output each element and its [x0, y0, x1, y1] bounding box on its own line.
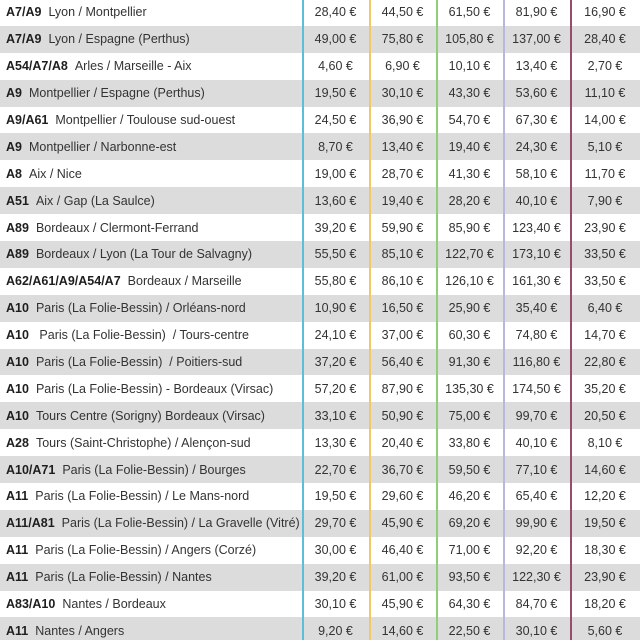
price-class-4-cell: 53,60 €	[515, 86, 558, 101]
route-name: Aix / Gap (La Saulce)	[35, 193, 155, 208]
price-class-2-cell: 85,10 €	[381, 247, 424, 262]
table-row	[0, 375, 640, 402]
route-cell	[0, 489, 302, 503]
route-name: Paris (La Folie-Bessin) / Nantes	[35, 570, 212, 585]
price-class-5-cell: 35,20 €	[584, 381, 626, 396]
price-class-1-cell: 19,00 €	[314, 166, 357, 181]
table-row	[0, 187, 640, 214]
route-cell	[0, 5, 302, 19]
price-class-1-cell: 33,10 €	[314, 408, 357, 423]
route-name: Bordeaux / Marseille	[127, 274, 242, 289]
price-class-3-cell: 126,10 €	[445, 274, 494, 289]
table-row	[0, 53, 640, 80]
motorway-code: A89	[6, 220, 29, 235]
price-class-4-cell: 137,00 €	[512, 32, 561, 47]
table-row	[0, 564, 640, 591]
price-class-1-cell: 9,20 €	[318, 623, 353, 638]
price-class-1-cell: 30,10 €	[314, 597, 357, 612]
route-name: Paris (La Folie-Bessin) / Angers (Corzé)	[35, 543, 257, 558]
route-cell	[0, 32, 302, 46]
price-class-5-cell: 8,10 €	[587, 435, 623, 450]
route-name: Arles / Marseille - Aix	[74, 59, 192, 74]
price-class-1-cell: 13,30 €	[314, 435, 357, 450]
motorway-code: A89	[6, 247, 29, 262]
price-class-1-cell: 39,20 €	[314, 570, 357, 585]
motorway-code: A7/A9	[6, 32, 42, 47]
price-class-3-cell: 135,30 €	[445, 381, 494, 396]
motorway-code: A10	[6, 328, 29, 343]
motorway-code: A7/A9	[6, 5, 42, 20]
column-divider-1	[302, 0, 304, 640]
price-class-5-cell: 6,40 €	[587, 301, 623, 316]
price-class-2-cell: 6,90 €	[385, 59, 420, 74]
price-class-2-cell: 75,80 €	[381, 32, 424, 47]
route-name: Tours Centre (Sorigny) Bordeaux (Virsac)	[35, 408, 265, 423]
price-class-3-cell: 93,50 €	[448, 570, 491, 585]
route-name: Montpellier / Toulouse sud-ouest	[55, 113, 236, 127]
price-class-3-cell: 19,40 €	[448, 139, 491, 154]
price-class-4-cell: 77,10 €	[515, 462, 558, 477]
price-class-1-cell: 13,60 €	[314, 193, 357, 208]
price-class-1-cell: 30,00 €	[314, 543, 357, 558]
route-cell	[0, 86, 302, 100]
route-cell	[0, 409, 302, 423]
price-class-3-cell: 33,80 €	[448, 435, 491, 450]
price-class-4-cell: 174,50 €	[512, 381, 561, 396]
route-name: Tours (Saint-Christophe) / Alençon-sud	[35, 435, 251, 450]
table-row	[0, 402, 640, 429]
price-class-5-cell: 20,50 €	[584, 408, 626, 423]
table-row	[0, 617, 640, 640]
price-class-5-cell: 11,70 €	[584, 166, 626, 181]
route-cell	[0, 516, 302, 530]
motorway-code: A10	[6, 408, 29, 423]
price-class-3-cell: 122,70 €	[445, 247, 494, 262]
price-class-2-cell: 19,40 €	[381, 193, 424, 208]
price-class-3-cell: 64,30 €	[448, 597, 491, 612]
motorway-code: A28	[6, 435, 29, 450]
motorway-code: A9/A61	[6, 113, 49, 127]
table-row	[0, 295, 640, 322]
price-class-2-cell: 28,70 €	[381, 166, 424, 181]
price-class-4-cell: 58,10 €	[515, 166, 558, 181]
route-cell	[0, 355, 302, 369]
price-class-5-cell: 23,90 €	[584, 570, 626, 585]
price-class-2-cell: 56,40 €	[381, 355, 424, 370]
price-class-4-cell: 92,20 €	[515, 543, 558, 558]
price-class-4-cell: 84,70 €	[515, 597, 558, 612]
table-row	[0, 80, 640, 107]
price-class-3-cell: 60,30 €	[448, 328, 491, 343]
price-class-2-cell: 36,90 €	[381, 113, 424, 127]
price-class-3-cell: 25,90 €	[448, 301, 491, 316]
price-class-2-cell: 61,00 €	[381, 570, 424, 585]
motorway-code: A11	[6, 623, 29, 638]
price-class-1-cell: 19,50 €	[314, 86, 357, 101]
price-class-3-cell: 59,50 €	[448, 462, 491, 477]
column-divider-5	[570, 0, 572, 640]
price-class-1-cell: 39,20 €	[314, 220, 357, 235]
price-class-1-cell: 55,80 €	[314, 274, 357, 289]
price-class-2-cell: 59,90 €	[381, 220, 424, 235]
price-class-1-cell: 57,20 €	[314, 381, 357, 396]
route-name: Lyon / Montpellier	[48, 5, 147, 20]
motorway-code: A8	[6, 166, 22, 181]
price-class-4-cell: 74,80 €	[515, 328, 558, 343]
price-class-2-cell: 50,90 €	[381, 408, 424, 423]
price-class-5-cell: 12,20 €	[584, 489, 626, 504]
route-cell	[0, 543, 302, 557]
motorway-code: A11	[6, 489, 29, 504]
table-row	[0, 483, 640, 510]
price-class-2-cell: 36,70 €	[381, 462, 424, 477]
price-class-5-cell: 14,60 €	[584, 462, 626, 477]
motorway-code: A10/A71	[6, 462, 56, 477]
route-cell	[0, 59, 302, 73]
route-cell	[0, 194, 302, 208]
price-class-3-cell: 41,30 €	[448, 166, 491, 181]
table-row	[0, 268, 640, 295]
price-class-3-cell: 71,00 €	[448, 543, 491, 558]
route-cell	[0, 221, 302, 235]
price-class-4-cell: 13,40 €	[515, 59, 558, 74]
price-class-4-cell: 81,90 €	[515, 5, 558, 20]
motorway-code: A11	[6, 543, 29, 558]
price-class-1-cell: 29,70 €	[314, 516, 357, 531]
price-class-5-cell: 23,90 €	[584, 220, 626, 235]
price-class-5-cell: 18,20 €	[584, 597, 626, 612]
price-class-5-cell: 33,50 €	[584, 274, 626, 289]
route-name: Nantes / Angers	[35, 623, 125, 638]
motorway-code: A51	[6, 193, 29, 208]
price-class-1-cell: 10,90 €	[314, 301, 357, 316]
price-class-2-cell: 13,40 €	[381, 139, 424, 154]
price-class-2-cell: 86,10 €	[381, 274, 424, 289]
price-class-3-cell: 54,70 €	[448, 113, 491, 127]
price-class-2-cell: 37,00 €	[381, 328, 424, 343]
route-cell	[0, 140, 302, 154]
price-class-1-cell: 24,10 €	[314, 328, 357, 343]
table-row	[0, 160, 640, 187]
price-class-2-cell: 44,50 €	[381, 5, 424, 20]
price-class-4-cell: 40,10 €	[515, 193, 558, 208]
price-class-5-cell: 5,10 €	[587, 139, 623, 154]
price-class-1-cell: 55,50 €	[314, 247, 357, 262]
price-class-3-cell: 46,20 €	[448, 489, 491, 504]
price-class-4-cell: 173,10 €	[512, 247, 561, 262]
price-class-2-cell: 14,60 €	[381, 623, 424, 638]
route-cell	[0, 597, 302, 611]
price-class-4-cell: 67,30 €	[515, 113, 558, 127]
route-name: Paris (La Folie-Bessin) / Orléans-nord	[35, 301, 246, 316]
route-name: Paris (La Folie-Bessin) / Poitiers-sud	[35, 355, 243, 370]
motorway-code: A9	[6, 86, 22, 101]
price-class-5-cell: 28,40 €	[584, 32, 626, 47]
price-class-4-cell: 65,40 €	[515, 489, 558, 504]
price-class-2-cell: 87,90 €	[381, 381, 424, 396]
motorway-code: A54/A7/A8	[6, 59, 68, 74]
price-class-3-cell: 28,20 €	[448, 193, 491, 208]
route-name: Lyon / Espagne (Perthus)	[48, 32, 190, 47]
price-class-5-cell: 18,30 €	[584, 543, 626, 558]
motorway-code: A10	[6, 301, 29, 316]
price-class-2-cell: 45,90 €	[381, 597, 424, 612]
motorway-code: A62/A61/A9/A54/A7	[6, 274, 121, 289]
price-class-1-cell: 4,60 €	[318, 59, 353, 74]
route-name: Paris (La Folie-Bessin) / Bourges	[62, 462, 246, 477]
route-cell	[0, 570, 302, 584]
route-cell	[0, 436, 302, 450]
table-row	[0, 107, 640, 134]
price-class-3-cell: 43,30 €	[448, 86, 491, 101]
price-class-2-cell: 46,40 €	[381, 543, 424, 558]
price-class-4-cell: 99,90 €	[515, 516, 558, 531]
price-class-3-cell: 10,10 €	[448, 59, 491, 74]
route-name: Paris (La Folie-Bessin) / Le Mans-nord	[35, 489, 250, 504]
route-name: Paris (La Folie-Bessin) - Bordeaux (Virsac)	[35, 381, 274, 396]
price-class-4-cell: 122,30 €	[512, 570, 561, 585]
price-class-4-cell: 99,70 €	[515, 408, 558, 423]
price-class-2-cell: 29,60 €	[381, 489, 424, 504]
price-class-4-cell: 24,30 €	[515, 139, 558, 154]
route-name: Nantes / Bordeaux	[62, 597, 166, 612]
price-class-5-cell: 33,50 €	[584, 247, 626, 262]
price-class-4-cell: 30,10 €	[515, 623, 558, 638]
route-cell	[0, 301, 302, 315]
table-row	[0, 456, 640, 483]
route-name: Aix / Nice	[28, 166, 82, 181]
price-class-1-cell: 49,00 €	[314, 32, 357, 47]
table-row	[0, 429, 640, 456]
route-name: Bordeaux / Clermont-Ferrand	[35, 220, 199, 235]
price-class-4-cell: 123,40 €	[512, 220, 561, 235]
motorway-code: A83/A10	[6, 597, 56, 612]
table-row	[0, 537, 640, 564]
column-divider-3	[436, 0, 438, 640]
table-row	[0, 133, 640, 160]
price-class-5-cell: 16,90 €	[584, 5, 626, 20]
route-cell	[0, 247, 302, 261]
price-class-3-cell: 61,50 €	[448, 5, 491, 20]
price-class-1-cell: 22,70 €	[314, 462, 357, 477]
price-class-5-cell: 2,70 €	[587, 59, 623, 74]
price-class-3-cell: 69,20 €	[448, 516, 491, 531]
price-class-3-cell: 105,80 €	[445, 32, 494, 47]
price-class-1-cell: 37,20 €	[314, 355, 357, 370]
price-class-4-cell: 35,40 €	[515, 301, 558, 316]
price-class-2-cell: 20,40 €	[381, 435, 424, 450]
route-cell	[0, 167, 302, 181]
price-class-4-cell: 40,10 €	[515, 435, 558, 450]
motorway-code: A10	[6, 355, 29, 370]
price-class-4-cell: 116,80 €	[512, 355, 561, 370]
table-row	[0, 26, 640, 53]
route-cell	[0, 382, 302, 396]
price-class-5-cell: 19,50 €	[584, 516, 626, 531]
price-class-5-cell: 22,80 €	[584, 355, 626, 370]
table-row	[0, 241, 640, 268]
price-class-1-cell: 24,50 €	[314, 113, 357, 127]
price-class-3-cell: 85,90 €	[448, 220, 491, 235]
price-class-5-cell: 7,90 €	[587, 193, 623, 208]
route-cell	[0, 624, 302, 638]
motorway-code: A9	[6, 139, 22, 154]
motorway-code: A10	[6, 381, 29, 396]
price-class-2-cell: 30,10 €	[381, 86, 424, 101]
price-class-5-cell: 14,70 €	[584, 328, 626, 343]
price-class-4-cell: 161,30 €	[512, 274, 561, 289]
route-cell	[0, 274, 302, 288]
column-divider-2	[369, 0, 371, 640]
route-name: Bordeaux / Lyon (La Tour de Salvagny)	[35, 247, 253, 262]
motorway-code: A11/A81	[6, 516, 55, 531]
table-row	[0, 0, 640, 26]
table-row	[0, 510, 640, 537]
price-class-1-cell: 8,70 €	[318, 139, 353, 154]
column-divider-4	[503, 0, 505, 640]
route-cell	[0, 328, 302, 342]
route-cell	[0, 463, 302, 477]
price-class-3-cell: 22,50 €	[448, 623, 491, 638]
price-class-5-cell: 5,60 €	[587, 623, 623, 638]
route-name: Montpellier / Espagne (Perthus)	[28, 86, 205, 101]
route-cell	[0, 113, 302, 127]
price-class-1-cell: 19,50 €	[314, 489, 357, 504]
price-class-5-cell: 11,10 €	[584, 86, 626, 101]
price-class-3-cell: 91,30 €	[448, 355, 491, 370]
table-row	[0, 349, 640, 376]
table-row	[0, 322, 640, 349]
price-class-2-cell: 45,90 €	[381, 516, 424, 531]
price-class-3-cell: 75,00 €	[448, 408, 491, 423]
route-name: Paris (La Folie-Bessin) / Tours-centre	[35, 328, 249, 343]
table-row	[0, 591, 640, 618]
price-class-2-cell: 16,50 €	[381, 301, 424, 316]
route-name: Montpellier / Narbonne-est	[28, 139, 177, 154]
table-row	[0, 214, 640, 241]
route-name: Paris (La Folie-Bessin) / La Gravelle (Vitré)	[61, 516, 300, 531]
motorway-code: A11	[6, 570, 29, 585]
price-class-1-cell: 28,40 €	[314, 5, 357, 20]
price-class-5-cell: 14,00 €	[584, 113, 626, 127]
